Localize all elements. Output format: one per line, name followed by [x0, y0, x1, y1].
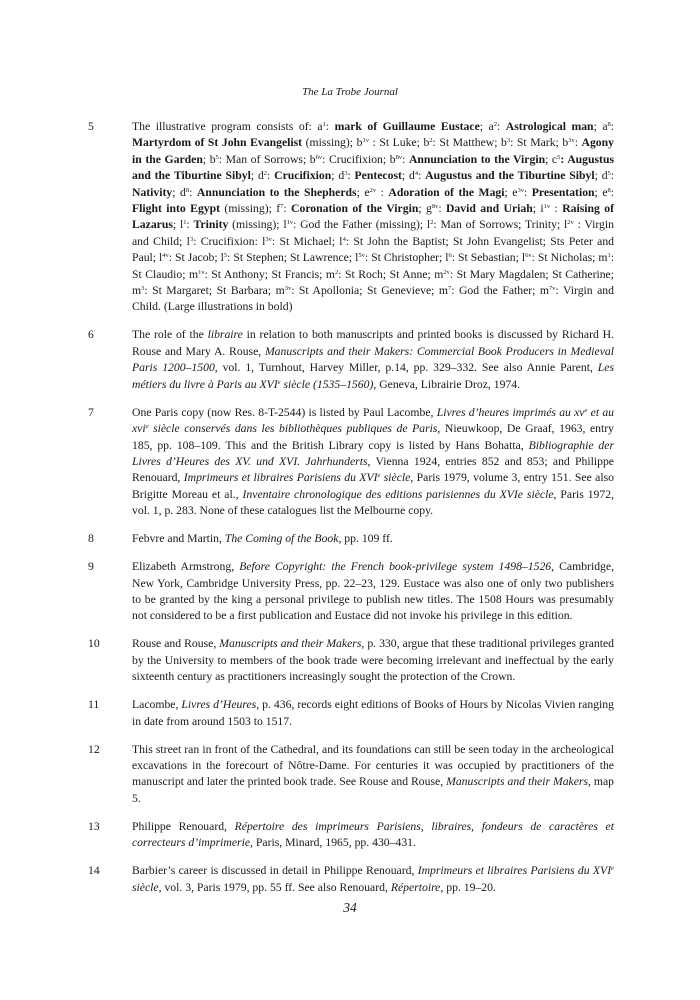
text-run: : St Sebastian; l — [451, 251, 526, 265]
text-run: : St Anthony; St Francis; m — [204, 267, 335, 281]
italic-text: Répertoire des imprimeurs Parisiens, libraires, fondeurs de caractères et correcteurs d’imprimerie — [132, 819, 614, 850]
text-run: : — [610, 120, 615, 133]
italic-text: Manuscripts and their Makers — [446, 775, 589, 789]
text-run: ; e — [356, 185, 370, 199]
endnote-number: 6 — [88, 328, 94, 342]
superscript: 8v — [395, 153, 403, 161]
text-run: : — [189, 185, 197, 199]
endnote — [0, 405, 700, 520]
text-run: : — [524, 185, 532, 199]
text-run: ; l — [172, 218, 184, 232]
bold-text: Nativity — [132, 185, 173, 199]
endnote-number: 10 — [88, 637, 100, 651]
text-run: : — [376, 185, 389, 199]
endnote-number: 12 — [88, 742, 100, 756]
superscript: 4 — [414, 170, 419, 178]
endnote-text — [132, 819, 614, 852]
endnote — [0, 742, 700, 808]
bold-text: Coronation of the Virgin — [291, 202, 419, 216]
text-run: : — [347, 169, 355, 183]
endnote-number: 13 — [88, 819, 100, 833]
italic-text: Manuscripts and their Makers: Commercial Book Producers in Medieval Paris 1200–1500 — [132, 344, 614, 375]
bold-text: Agony in the Garden — [132, 136, 614, 166]
italic-text: Livres d’Heures — [181, 698, 257, 712]
text-run: , Geneva, Librairie Droz, 1974. — [373, 377, 521, 391]
superscript: 3 — [506, 137, 511, 145]
bold-text: : Augustus and the Tiburtine Sibyl — [132, 152, 614, 183]
superscript: e — [277, 378, 281, 386]
superscript: 3v — [265, 235, 272, 243]
italic-text: siècle conservés dans les bibliothèques publiques de Paris — [148, 422, 438, 436]
text-run: , Nieuwkoop, De Graaf, 1963, entry 185, pp. 108–109. This and the British Library copy is listed by Hans Bohatta, — [132, 422, 614, 452]
superscript: 7 — [280, 203, 284, 211]
italic-text: Bibliographie der Livres d’Heures des XV. und XVI. Jahrhunderts — [132, 438, 614, 468]
superscript: 4 — [342, 235, 346, 243]
text-run: : — [610, 185, 615, 199]
endnote-text — [132, 863, 614, 896]
text-run: : Crucifixion; b — [322, 152, 396, 166]
text-run: : St Mary Magdalen; St Catherine; m — [132, 267, 614, 298]
superscript: e — [145, 423, 149, 431]
endnote-text — [132, 119, 614, 316]
italic-text: siècle (1535–1560) — [280, 377, 374, 391]
text-run: ; d — [172, 185, 186, 199]
endnote-number: 8 — [88, 532, 94, 546]
italic-text: siècle — [380, 471, 411, 485]
superscript: 5 — [607, 170, 611, 178]
text-run: , Paris, Minard, 1965, pp. 430–431. — [250, 836, 416, 850]
bold-text: Trinity — [193, 218, 229, 232]
text-run: : St Claudio; m — [132, 251, 614, 281]
superscript: 7 — [447, 285, 452, 293]
text-run: ; d — [250, 169, 264, 183]
text-run: : Man of Sorrows; Trinity; l — [433, 218, 568, 232]
text-run: ; g — [418, 202, 432, 216]
superscript: 2 — [335, 268, 339, 276]
superscript: 7v — [549, 285, 556, 293]
superscript: 6 — [448, 252, 452, 260]
superscript: 2 — [493, 121, 497, 128]
superscript: e — [611, 865, 614, 873]
text-run: : St Michael; l — [271, 234, 343, 248]
italic-text: libraire — [207, 328, 243, 342]
italic-text: Manuscripts and their Makers — [219, 637, 362, 651]
bold-text: Presentation — [531, 185, 595, 199]
text-run: : St Margaret; St Barbara; m — [144, 284, 285, 298]
text-run: One Paris copy (now Res. 8-T-2544) is listed by Paul Lacombe, — [132, 405, 437, 419]
superscript: 5 — [223, 252, 228, 260]
italic-text: Before Copyright: the French book-privilege system 1498–1526 — [239, 560, 552, 574]
text-run: : St Apollonia; St Genevieve; m — [291, 284, 448, 298]
endnote-text — [132, 697, 614, 730]
bold-text: Flight into Egypt — [132, 202, 221, 216]
text-run: , vol. 1, Turnhout, Harvey Miller, p.14, pp. 329–332. See also Annie Parent, — [214, 361, 598, 375]
text-run: , vol. 3, Paris 1979, pp. 55 ff. See also Renouard, — [158, 880, 391, 894]
text-run: : — [283, 202, 292, 216]
superscript: 3 — [189, 235, 194, 243]
text-run: : Crucifixion: l — [193, 234, 266, 248]
superscript: 4v — [162, 252, 169, 260]
superscript: 5 — [215, 153, 219, 161]
endnote-text — [132, 327, 614, 393]
endnote-text — [132, 405, 614, 520]
italic-text: Les métiers du livre à Paris au XVI — [132, 361, 614, 391]
superscript: 8v — [431, 203, 439, 211]
superscript: 5 — [557, 153, 561, 161]
text-run: : St John the Baptist; St John Evangelist; Sts Peter and Paul; l — [132, 234, 615, 265]
text-run: : — [438, 202, 446, 216]
text-run: The illustrative program consists of: a — [132, 120, 323, 133]
bold-text: Astrological man — [505, 120, 594, 133]
text-run: : St Matthew; b — [432, 136, 507, 150]
text-run: , p. 436, records eight editions of Books of Hours by Nicolas Vivien ranging in date from around 1503 to 1517. — [132, 698, 614, 728]
text-run: : St Luke; b — [368, 136, 430, 150]
text-run: , pp. 109 ff. — [338, 532, 393, 546]
superscript: 1 — [607, 252, 611, 260]
text-run: The role of the — [132, 328, 208, 342]
text-run: ; c — [545, 152, 558, 166]
superscript: 1v — [286, 219, 294, 227]
superscript: 2 — [263, 170, 268, 178]
text-run: : St Jacob; l — [168, 251, 224, 265]
endnote — [0, 559, 700, 625]
text-run: , map 5. — [132, 775, 615, 805]
text-run: : — [325, 120, 335, 133]
superscript: 2v — [567, 219, 574, 227]
superscript: 8 — [607, 186, 611, 194]
text-run: : St Roch; St Anne; m — [338, 267, 444, 281]
text-run: , p. 330, argue that these traditional privileges granted by the University to members of the book trade were becoming irrelevant and ineffectual by the early sixteenth century as practitioners increasingly sought the protection of the Crown. — [132, 637, 615, 684]
superscript: 8 — [185, 186, 190, 194]
text-run: : — [418, 169, 426, 183]
endnote — [0, 863, 700, 896]
bold-text: Augustus and the Tiburtine Sibyl — [425, 169, 595, 183]
italic-text: Imprimeurs et libraires Parisiens du XVI — [183, 471, 378, 485]
endnote-text — [132, 559, 614, 625]
endnote-text — [132, 531, 614, 547]
endnote — [0, 119, 700, 316]
italic-text: Livres d’heures imprimés au xv — [436, 405, 585, 419]
text-run: , Paris 1972, vol. 1, p. 283. None of these catalogues list the Melbourne copy. — [132, 487, 614, 518]
superscript: 3v — [284, 285, 292, 293]
text-run: : Virgin and Child; l — [132, 218, 614, 248]
text-run: : God the Father (missing); l — [293, 218, 431, 232]
italic-text: et au xvi — [132, 405, 615, 436]
italic-text: siècle — [132, 880, 159, 894]
endnote — [0, 697, 700, 730]
text-run: ; d — [594, 169, 608, 183]
bold-text: Pentecost — [354, 169, 402, 183]
text-run: ; d — [401, 169, 415, 183]
superscript: 3v — [517, 186, 524, 194]
endnote-text — [132, 742, 614, 808]
page-number: 34 — [343, 900, 357, 915]
text-run: ; i — [532, 202, 544, 216]
text-run: (missing); b — [302, 136, 363, 150]
endnote — [0, 819, 700, 852]
text-run: , Paris 1979, volume 3, entry 151. See also Brigitte Moreau et al., — [132, 471, 615, 501]
bold-text: Annunciation to the Virgin — [408, 152, 546, 166]
superscript: e — [584, 406, 588, 414]
text-run: : — [610, 169, 615, 183]
text-run: Febvre and Martin, — [132, 532, 225, 546]
text-run: : — [186, 218, 194, 232]
endnote-number: 9 — [88, 560, 94, 574]
text-run: : Virgin and Child. (Large illustrations in bold) — [132, 284, 614, 314]
text-run: , Cambridge, New York, Cambridge University Press, pp. 22–23, 129. Eustace was also one of only two publishers to be granted by the king a personal privilege to publish new titles. The 1508 Hours was presumably not considered to be a first publication and Eustace did not invoke his privilege in this edition. — [132, 560, 614, 623]
text-run: Rouse and Rouse, — [132, 637, 220, 651]
italic-text: Inventaire chronologique des editions parisiennes du XVIe siècle — [242, 487, 554, 501]
endnote — [0, 327, 700, 393]
text-run: : — [402, 152, 409, 166]
text-run: ; a — [593, 120, 608, 133]
text-run: : St Stephen; St Lawrence; l — [227, 251, 359, 265]
bold-text: Martyrdom of St John Evangelist — [132, 136, 303, 150]
bold-text: Raising of Lazarus — [132, 202, 615, 232]
running-head: The La Trobe Journal — [302, 86, 398, 98]
italic-text: Imprimeurs et libraires Parisiens du XVI — [417, 864, 612, 878]
text-run: (missing); f — [220, 202, 281, 216]
superscript: 6v — [525, 252, 532, 260]
italic-text: The Coming of the Book — [224, 532, 339, 546]
text-run: ; a — [479, 120, 494, 133]
text-run: : — [497, 120, 506, 133]
text-run: : — [574, 136, 582, 150]
endnote-text — [132, 636, 614, 685]
text-run: Elizabeth Armstrong, — [132, 560, 240, 574]
superscript: 2v — [369, 186, 377, 194]
text-run: ; e — [594, 185, 608, 199]
bold-text: David and Uriah — [445, 202, 533, 216]
bold-text: Adoration of the Magi — [388, 185, 505, 199]
superscript: 3 — [344, 170, 348, 178]
superscript: 2 — [430, 219, 434, 227]
text-run: ; e — [504, 185, 518, 199]
bold-text: Crucifixion — [274, 169, 332, 183]
superscript: 1v — [362, 137, 369, 145]
text-run: : God the Father; m — [451, 284, 550, 298]
text-run: in relation to both manuscripts and printed books is discussed by Richard H. Rouse and Mary A. Rouse, — [132, 328, 614, 358]
endnotes-list — [0, 119, 700, 908]
bold-text: mark of Guillaume Eustace — [334, 120, 480, 133]
text-run: (missing); l — [228, 218, 287, 232]
text-run: : — [550, 202, 563, 216]
text-run: ; b — [202, 152, 216, 166]
text-run: Philippe Renouard, — [132, 819, 235, 833]
superscript: 1 — [322, 121, 326, 128]
text-run: Lacombe, — [132, 698, 182, 712]
text-run: This street ran in front of the Cathedral, and its foundations can still be seen today in the archeological excavations in the forecourt of Nôtre-Dame. For centuries it was occupied by practitioners of the manuscript and later the printed book trade. See Rouse and Rouse, — [132, 742, 614, 789]
superscript: 3 — [141, 285, 145, 293]
endnote-number: 5 — [88, 120, 94, 133]
superscript: 6v — [315, 153, 323, 161]
endnote — [0, 531, 700, 547]
endnote — [0, 636, 700, 685]
superscript: 1v — [198, 268, 205, 276]
text-run: , pp. 19–20. — [440, 880, 496, 894]
text-run: : — [267, 169, 275, 183]
text-run: : St Nicholas; m — [531, 251, 608, 265]
text-run: : St Mark; b — [510, 136, 569, 150]
superscript: 3v — [568, 137, 575, 145]
superscript: 2 — [429, 137, 433, 145]
text-run: Barbier’s career is discussed in detail in Philippe Renouard, — [132, 864, 418, 878]
superscript: e — [377, 472, 381, 480]
text-run: : St Christopher; l — [364, 251, 449, 265]
superscript: 2v — [443, 268, 450, 276]
superscript: 5v — [358, 252, 365, 260]
superscript: 8 — [607, 121, 611, 128]
endnote-number: 11 — [88, 698, 100, 712]
text-run: , Vienna 1924, entries 852 and 853; and Philippe Renouard, — [132, 454, 614, 485]
text-run: : Man of Sorrows; b — [218, 152, 316, 166]
endnote-number: 7 — [88, 405, 94, 419]
superscript: 1v — [543, 203, 551, 211]
endnote-number: 14 — [88, 864, 100, 878]
bold-text: Annunciation to the Shepherds — [196, 185, 357, 199]
text-run: ; d — [331, 169, 345, 183]
superscript: 1 — [183, 219, 187, 227]
italic-text: Répertoire — [390, 880, 441, 894]
